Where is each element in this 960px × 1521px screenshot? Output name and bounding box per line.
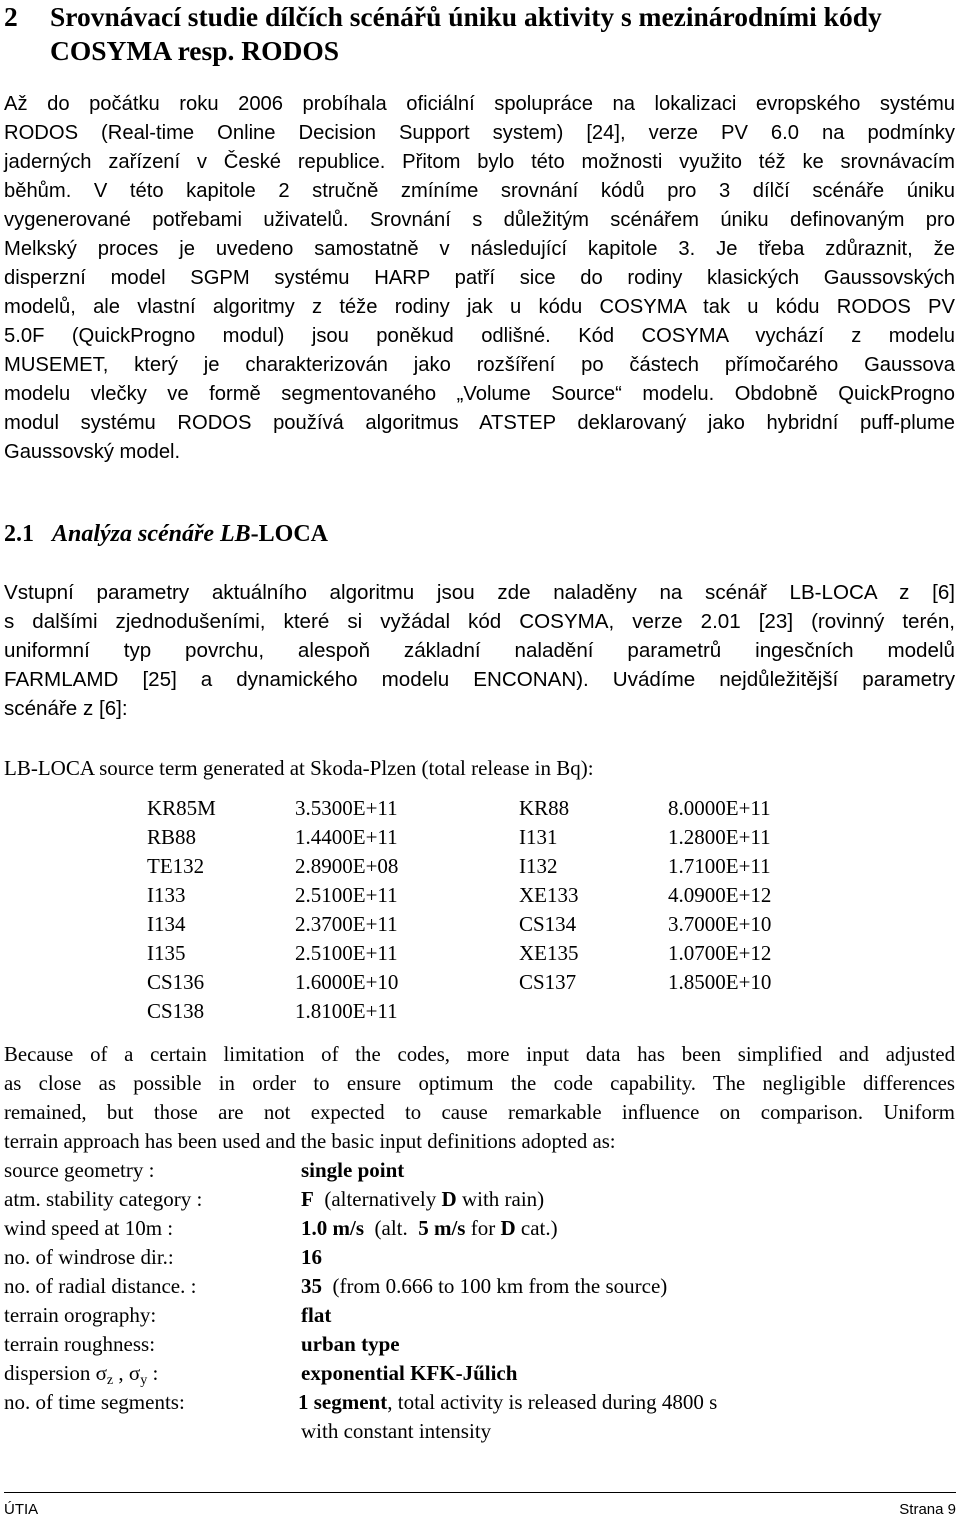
definition-label: terrain roughness:: [4, 1332, 156, 1356]
definition-label: no. of time segments:: [4, 1390, 185, 1414]
nuclide-name: I135: [147, 941, 186, 965]
nuclide-name: CS137: [519, 970, 577, 994]
release-value: 1.6000E+10: [295, 970, 399, 994]
text-line: běhům. V této kapitole 2 stručně zmíníme srovnání kódů pro 3 dílčí scénáře úniku: [4, 180, 955, 202]
chapter-title: Srovnávací studie dílčích scénářů úniku aktivity s mezinárodními kódy COSYMA resp. RODOS: [50, 1, 882, 66]
definition-label: no. of windrose dir.:: [4, 1245, 174, 1269]
definition-value: 1.0 m/s (alt. 5 m/s for D cat.): [301, 1216, 558, 1240]
source-term-row: [147, 823, 788, 852]
text-line: modelů, ale vlastní algoritmy z téže rodiny jak u kódu COSYMA tak u kódu RODOS PV: [4, 296, 955, 318]
intro-paragraph: [4, 90, 955, 467]
text-line: MUSEMET, který je charakterizován jako rozšíření po částech přímočarého Gaussova: [4, 354, 955, 376]
definition-value: 16: [301, 1245, 322, 1269]
definition-label: source geometry :: [4, 1158, 155, 1182]
text-line: modelu vlečky ve formě segmentovaného „Volume Source“ modelu. Obdobně QuickProgno: [4, 383, 955, 405]
text-line: s dalšími zjednodušeními, které si vyžádal kód COSYMA, verze 2.01 [23] (rovinný terén,: [4, 610, 955, 633]
release-value: 1.8500E+10: [668, 970, 772, 994]
nuclide-name: I132: [519, 854, 558, 878]
nuclide-name: XE135: [519, 941, 579, 965]
definition-label: no. of radial distance. :: [4, 1274, 197, 1298]
section-title-rest: -LOCA: [250, 521, 329, 547]
nuclide-name: CS134: [519, 912, 577, 936]
nuclide-name: KR85M: [147, 796, 216, 820]
text-line: Gaussovský model.: [4, 441, 181, 463]
source-term-table: [147, 794, 788, 1026]
definition-value: 35 (from 0.666 to 100 km from the source): [301, 1274, 668, 1298]
definition-label: dispersion $\sigma_z$ , $\sigma_y$ :: [4, 1361, 159, 1388]
text-line: remained, but those are not expected to cause remarkable influence on comparison. Uniform: [4, 1101, 955, 1124]
nuclide-name: CS138: [147, 999, 205, 1023]
release-value: 1.7100E+11: [668, 854, 771, 878]
nuclide-name: XE133: [519, 883, 579, 907]
release-value: 1.8100E+11: [295, 999, 398, 1023]
source-term-heading: LB-LOCA source term generated at Skoda-Plzen (total release in Bq):: [4, 756, 594, 780]
release-value: 3.7000E+10: [668, 912, 772, 936]
section-paragraph: [4, 578, 955, 723]
definition-value: F (alternatively D with rain): [301, 1187, 545, 1211]
definition-label: atm. stability category :: [4, 1187, 203, 1211]
section-number: 2.1: [4, 521, 34, 547]
definition-value: urban type: [301, 1332, 400, 1356]
footer-institution: ÚTIA: [4, 1501, 39, 1518]
release-value: 2.3700E+11: [295, 912, 398, 936]
release-value: 2.5100E+11: [295, 883, 398, 907]
release-value: 2.8900E+08: [295, 854, 399, 878]
source-term-row: [147, 968, 788, 997]
text-line: scénáře z [6]:: [4, 697, 128, 720]
nuclide-name: RB88: [147, 825, 197, 849]
source-term-row: [147, 997, 788, 1026]
text-line: disperzní model SGPM systému HARP patří sice do rodiny klasických Gaussovských: [4, 267, 955, 289]
release-value: 2.5100E+11: [295, 941, 398, 965]
text-line: vygenerované potřebami uživatelů. Srovnání s důležitým scénářem úniku definovaným pro: [4, 209, 955, 231]
text-line: as close as possible in order to ensure optimum the code capability. The negligible differences: [4, 1072, 955, 1095]
section-heading: [4, 519, 328, 549]
text-line: RODOS (Real-time Online Decision Support system) [24], verze PV 6.0 na podmínky: [4, 122, 955, 144]
page-number: Strana 9: [899, 1501, 956, 1518]
text-line: Melkský proces je uvedeno samostatně v následující kapitole 3. Je třeba zdůraznit, že: [4, 238, 955, 260]
release-value: 8.0000E+11: [668, 796, 771, 820]
definition-label: terrain orography:: [4, 1303, 157, 1327]
text-line: terrain approach has been used and the basic input definitions adopted as:: [4, 1130, 616, 1153]
text-line: 5.0F (QuickProgno modul) jsou poněkud odlišné. Kód COSYMA vychází z modelu: [4, 325, 955, 347]
release-value: [668, 997, 788, 1026]
release-value: 4.0900E+12: [668, 883, 772, 907]
text-line: jaderných zařízení v České republice. Přitom bylo této možnosti využito též ke srovnávacím: [4, 151, 955, 173]
definition-value: flat: [301, 1303, 332, 1327]
source-term-row: [147, 881, 788, 910]
source-term-row: [147, 939, 788, 968]
definition-value: single point: [301, 1158, 405, 1182]
nuclide-name: I133: [147, 883, 186, 907]
source-term-row: [147, 852, 788, 881]
nuclide-name: I134: [147, 912, 186, 936]
text-line: uniformní typ povrchu, alespoň základní naladění parametrů ingesčních modelů: [4, 639, 955, 662]
english-paragraph: [4, 1040, 955, 1156]
source-term-row: [147, 910, 788, 939]
text-line: Až do počátku roku 2006 probíhala oficiální spolupráce na lokalizaci evropského systému: [4, 93, 955, 115]
nuclide-name: TE132: [147, 854, 205, 878]
release-value: 3.5300E+11: [295, 796, 398, 820]
nuclide-name: [519, 997, 668, 1026]
source-term-row: [147, 794, 788, 823]
release-value: 1.0700E+12: [668, 941, 772, 965]
text-line: FARMLAMD [25] a dynamického modelu ENCONAN). Uvádíme nejdůležitější parametry: [4, 668, 955, 691]
definition-value-continued: with constant intensity: [301, 1419, 492, 1443]
definition-label: wind speed at 10m :: [4, 1216, 174, 1240]
definition-value: 1 segment, total activity is released during 4800 s: [298, 1390, 718, 1414]
release-value: 1.2800E+11: [668, 825, 771, 849]
text-line: modul systému RODOS používá algoritmus ATSTEP deklarovaný jako hybridní puff-plume: [4, 412, 955, 434]
chapter-number: 2: [4, 1, 18, 32]
section-title-italic: Analýza scénáře LB: [52, 521, 251, 547]
text-line: Vstupní parametry aktuálního algoritmu jsou zde naladěny na scénář LB-LOCA z [6]: [4, 581, 955, 604]
nuclide-name: CS136: [147, 970, 205, 994]
text-line: Because of a certain limitation of the codes, more input data has been simplified and adjusted: [4, 1043, 955, 1066]
release-value: 1.4400E+11: [295, 825, 398, 849]
nuclide-name: KR88: [519, 796, 570, 820]
nuclide-name: I131: [519, 825, 558, 849]
definition-value: exponential KFK-Jűlich: [301, 1361, 518, 1385]
footer-divider: [4, 1492, 956, 1493]
